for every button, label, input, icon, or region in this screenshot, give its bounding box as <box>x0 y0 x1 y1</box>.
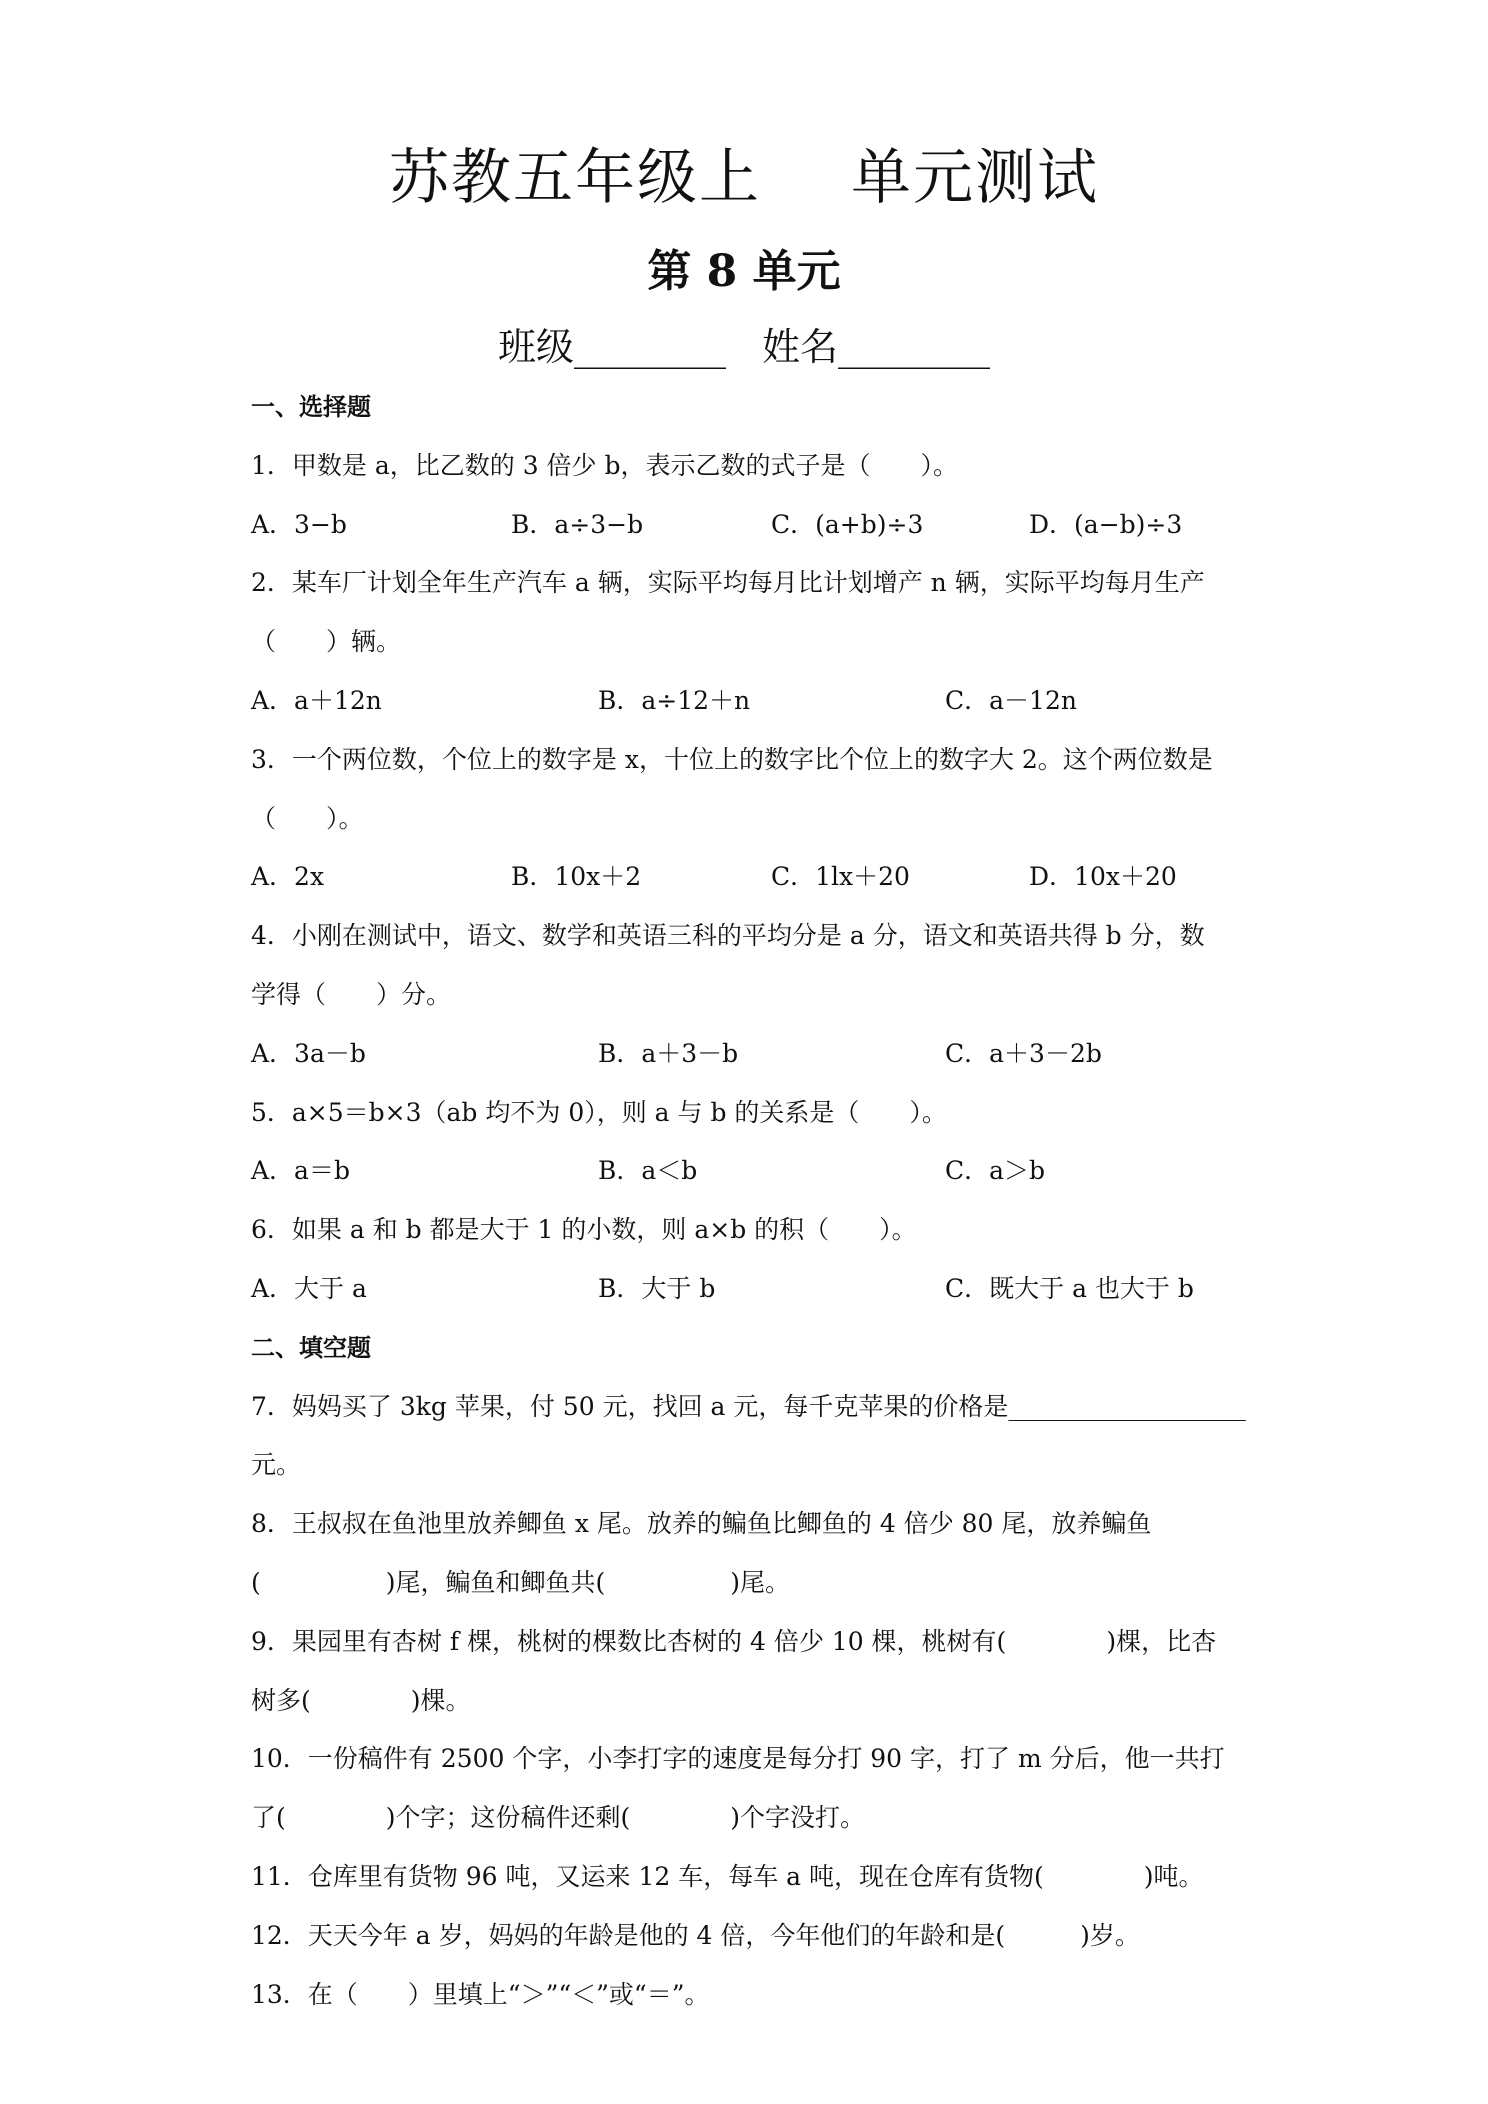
q6-option-c: C．既大于 a 也大于 b <box>945 1273 1194 1303</box>
question-9-line-2: 树多( )棵。 <box>251 1685 471 1715</box>
question-12: 12．天天今年 a 岁，妈妈的年龄是他的 4 倍，今年他们的年龄和是( )岁。 <box>251 1920 1140 1950</box>
question-2-line-1: 2．某车厂计划全年生产汽车 a 辆，实际平均每月比计划增产 n 辆，实际平均每月生产 <box>251 568 1205 598</box>
question-8-line-1: 8．王叔叔在鱼池里放养鲫鱼 x 尾。放养的鳊鱼比鲫鱼的 4 倍少 80 尾，放养鳊鱼 <box>251 1509 1152 1539</box>
question-3-line-1: 3．一个两位数，个位上的数字是 x，十位上的数字比个位上的数字大 2。这个两位数是 <box>251 744 1213 774</box>
q4-option-b: B．a＋3－b <box>598 1038 739 1068</box>
question-1: 1．甲数是 a，比乙数的 3 倍少 b，表示乙数的式子是（ ）。 <box>251 450 959 480</box>
question-4-line-2: 学得（ ）分。 <box>251 979 452 1009</box>
question-7-line-1: 7．妈妈买了 3kg 苹果，付 50 元，找回 a 元，每千克苹果的价格是___________________ <box>251 1391 1246 1421</box>
question-11: 11．仓库里有货物 96 吨，又运来 12 车，每车 a 吨，现在仓库有货物( )吨。 <box>251 1861 1204 1891</box>
question-5: 5．a×5＝b×3（ab 均不为 0），则 a 与 b 的关系是（ ）。 <box>251 1097 947 1127</box>
question-8-line-2: ( )尾，鳊鱼和鲫鱼共( )尾。 <box>251 1567 791 1597</box>
student-info-line <box>0 322 1488 372</box>
q5-option-b: B．a＜b <box>598 1156 698 1186</box>
q2-option-b: B．a÷12＋n <box>598 685 751 715</box>
title-left: 苏教五年级上 <box>389 143 761 213</box>
q5-option-a: A．a＝b <box>251 1156 350 1186</box>
q5-option-c: C．a＞b <box>945 1156 1046 1186</box>
question-4-options <box>251 1039 1241 1098</box>
question-10-line-2: 了( )个字；这份稿件还剩( )个字没打。 <box>251 1803 866 1833</box>
q2-option-a: A．a＋12n <box>251 685 382 715</box>
q1-option-c: C．(a+b)÷3 <box>771 509 924 539</box>
question-1-options <box>251 510 1241 569</box>
section-choice-heading: 一、选择题 <box>251 393 371 421</box>
question-4-line-1: 4．小刚在测试中，语文、数学和英语三科的平均分是 a 分，语文和英语共得 b 分，数 <box>251 921 1205 951</box>
q4-option-c: C．a＋3－2b <box>945 1038 1102 1068</box>
unit-subtitle: 第 8 单元 <box>647 246 841 297</box>
q6-option-a: A．大于 a <box>251 1273 367 1303</box>
question-10-line-1: 10．一份稿件有 2500 个字，小李打字的速度是每分打 90 字，打了 m 分后，他一共打 <box>251 1744 1225 1774</box>
question-content <box>251 392 1246 2038</box>
q1-option-b: B．a÷3−b <box>511 509 644 539</box>
page-title <box>0 140 1488 216</box>
q1-option-a: A．3−b <box>251 509 347 539</box>
question-2-line-2: （ ）辆。 <box>251 627 402 657</box>
name-label: 姓名________ <box>762 325 991 369</box>
q6-option-b: B．大于 b <box>598 1273 716 1303</box>
question-3-options <box>251 862 1241 921</box>
question-6: 6．如果 a 和 b 都是大于 1 的小数，则 a×b 的积（ ）。 <box>251 1215 917 1245</box>
q3-option-a: A．2x <box>251 862 325 892</box>
class-label: 班级________ <box>497 325 726 369</box>
q4-option-a: A．3a－b <box>251 1038 366 1068</box>
q2-option-c: C．a－12n <box>945 685 1077 715</box>
question-9-line-1: 9．果园里有杏树 f 棵，桃树的棵数比杏树的 4 倍少 10 棵，桃树有( )棵，比杏 <box>251 1626 1217 1656</box>
question-2-options <box>251 686 1241 745</box>
q3-option-d: D．10x＋20 <box>1029 862 1177 892</box>
question-3-line-2: （ ）。 <box>251 803 364 833</box>
question-7-line-2: 元。 <box>251 1450 302 1480</box>
question-13: 13．在（ ）里填上“＞”“＜”或“＝”。 <box>251 1979 710 2009</box>
q1-option-d: D．(a−b)÷3 <box>1029 509 1183 539</box>
q3-option-b: B．10x＋2 <box>511 862 642 892</box>
question-6-options <box>251 1274 1241 1333</box>
question-5-options <box>251 1156 1241 1215</box>
section-fill-heading: 二、填空题 <box>251 1333 371 1362</box>
q3-option-c: C．1lx＋20 <box>771 862 910 892</box>
title-right: 单元测试 <box>851 143 1099 213</box>
